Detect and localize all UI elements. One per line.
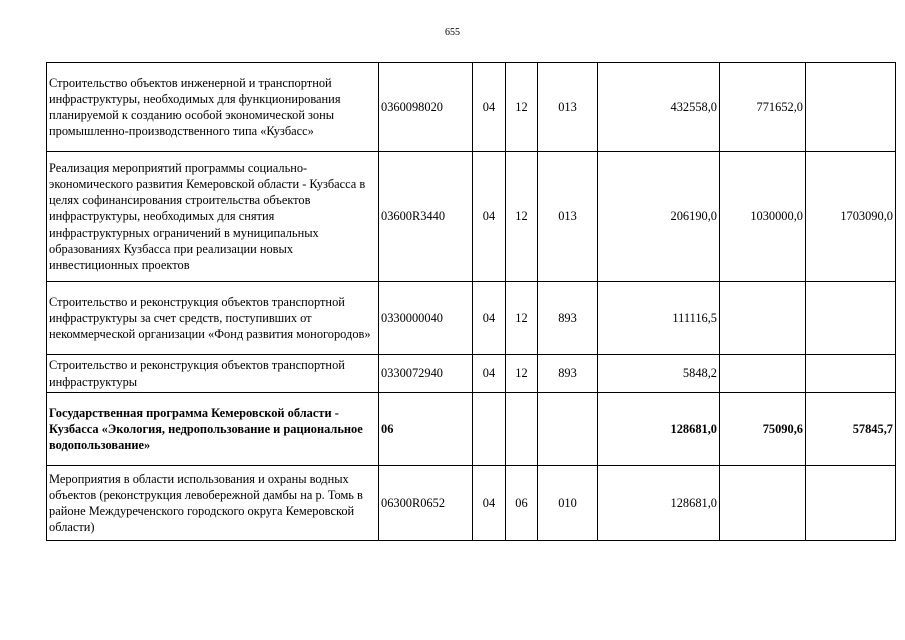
row-subsection: 12	[506, 63, 538, 152]
row-subsection: 12	[506, 355, 538, 393]
row-name: Строительство объектов инженерной и транспортной инфраструктуры, необходимых для функционирования планируемой к созданию особой экономической зоны промышленно-производственного типа «Кузбасс»	[47, 63, 379, 152]
row-subsection: 12	[506, 152, 538, 282]
row-amount-3	[806, 282, 896, 355]
row-section: 04	[473, 152, 506, 282]
row-target-code: 06	[379, 393, 473, 466]
row-subsection: 06	[506, 466, 538, 541]
row-amount-1: 432558,0	[598, 63, 720, 152]
row-target-code: 0330000040	[379, 282, 473, 355]
row-name: Строительство и реконструкция объектов транспортной инфраструктуры	[47, 355, 379, 393]
row-amount-2	[720, 466, 806, 541]
table-row	[47, 393, 896, 466]
row-target-code: 06300R0652	[379, 466, 473, 541]
table-row	[47, 355, 896, 393]
row-section: 04	[473, 63, 506, 152]
row-expense-type	[538, 393, 598, 466]
table-row	[47, 152, 896, 282]
row-section: 04	[473, 355, 506, 393]
row-expense-type: 893	[538, 355, 598, 393]
row-target-code: 0330072940	[379, 355, 473, 393]
table-row	[47, 63, 896, 152]
row-amount-3: 57845,7	[806, 393, 896, 466]
row-amount-2: 771652,0	[720, 63, 806, 152]
row-amount-2	[720, 355, 806, 393]
row-subsection	[506, 393, 538, 466]
table-row	[47, 282, 896, 355]
row-amount-1: 206190,0	[598, 152, 720, 282]
row-amount-1: 128681,0	[598, 393, 720, 466]
row-amount-3	[806, 355, 896, 393]
row-amount-2	[720, 282, 806, 355]
row-section: 04	[473, 466, 506, 541]
row-target-code: 0360098020	[379, 63, 473, 152]
row-amount-3: 1703090,0	[806, 152, 896, 282]
page-number: 655	[445, 27, 460, 38]
row-target-code: 03600R3440	[379, 152, 473, 282]
table-row	[47, 466, 896, 541]
row-name: Строительство и реконструкция объектов транспортной инфраструктуры за счет средств, поступивших от некоммерческой организации «Фонд развития моногородов»	[47, 282, 379, 355]
row-expense-type: 010	[538, 466, 598, 541]
row-expense-type: 013	[538, 63, 598, 152]
row-section	[473, 393, 506, 466]
row-amount-3	[806, 466, 896, 541]
row-amount-1: 111116,5	[598, 282, 720, 355]
row-name: Государственная программа Кемеровской области - Кузбасса «Экология, недропользование и рациональное водопользование»	[47, 393, 379, 466]
row-amount-1: 5848,2	[598, 355, 720, 393]
row-name: Реализация мероприятий программы социально-экономического развития Кемеровской области - Кузбасса в целях софинансирования строительства объектов инфраструктуры, необходимых для снятия инфраструктурных ограничений в муниципальных образованиях Кузбасса при реализации новых инвестиционных проектов	[47, 152, 379, 282]
row-amount-2: 1030000,0	[720, 152, 806, 282]
row-expense-type: 893	[538, 282, 598, 355]
row-subsection: 12	[506, 282, 538, 355]
row-amount-1: 128681,0	[598, 466, 720, 541]
row-amount-2: 75090,6	[720, 393, 806, 466]
budget-table	[46, 62, 896, 541]
row-section: 04	[473, 282, 506, 355]
row-amount-3	[806, 63, 896, 152]
row-name: Мероприятия в области использования и охраны водных объектов (реконструкция левобережной дамбы на р. Томь в районе Междуреченского городского округа Кемеровской области)	[47, 466, 379, 541]
row-expense-type: 013	[538, 152, 598, 282]
